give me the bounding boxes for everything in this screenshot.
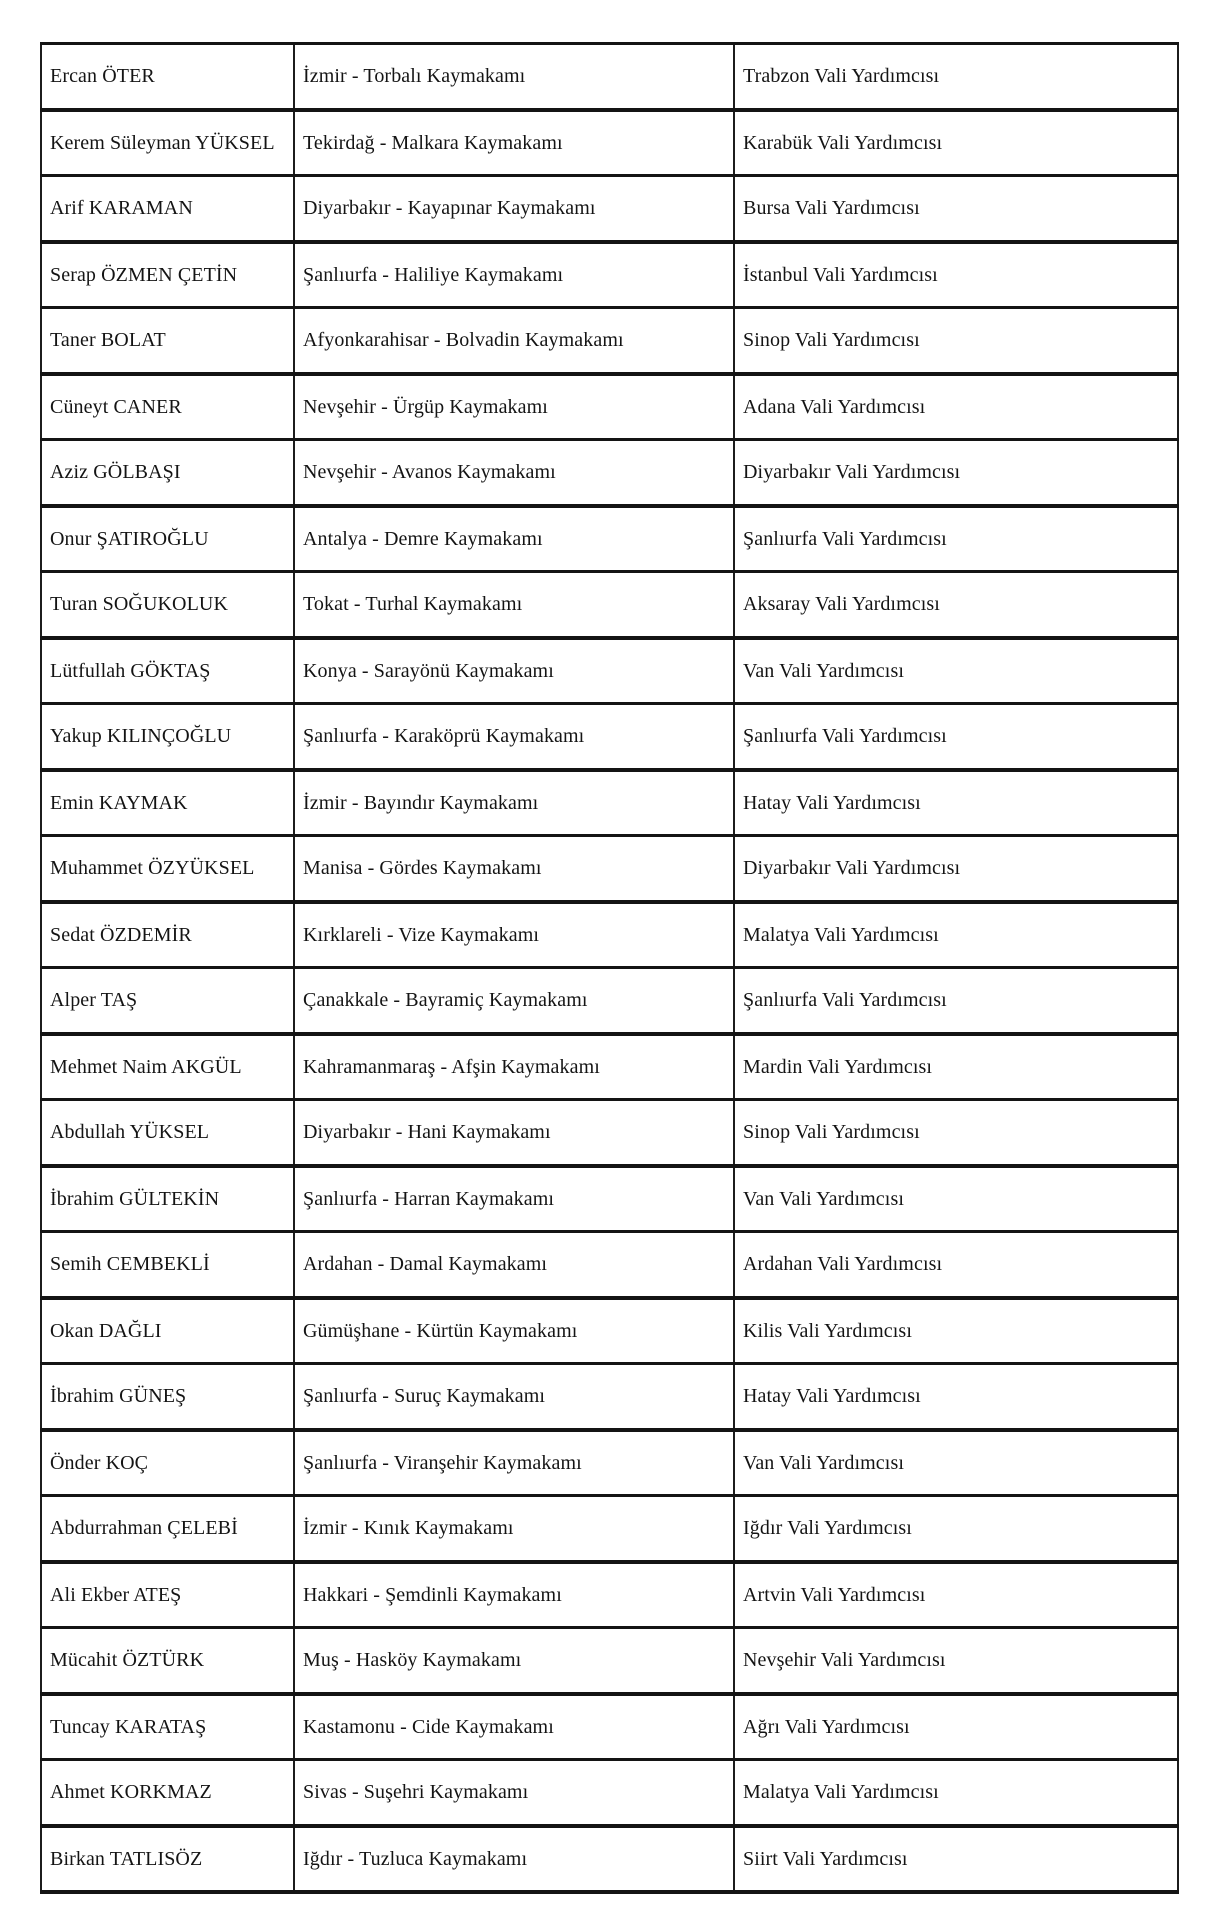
table-row [41, 1628, 1178, 1694]
appointee-name: Semih CEMBEKLİ [41, 1232, 294, 1298]
new-position: Trabzon Vali Yardımcısı [734, 44, 1178, 110]
table-row [41, 440, 1178, 506]
table-row [41, 968, 1178, 1034]
table-row [41, 44, 1178, 110]
current-position: Nevşehir - Ürgüp Kaymakamı [294, 374, 734, 440]
new-position: Siirt Vali Yardımcısı [734, 1826, 1178, 1892]
current-position: Şanlıurfa - Suruç Kaymakamı [294, 1364, 734, 1430]
table-row [41, 506, 1178, 572]
current-position: Tokat - Turhal Kaymakamı [294, 572, 734, 638]
new-position: Aksaray Vali Yardımcısı [734, 572, 1178, 638]
table-row [41, 1100, 1178, 1166]
table-row [41, 1034, 1178, 1100]
appointee-name: Aziz GÖLBAŞI [41, 440, 294, 506]
table-row [41, 1430, 1178, 1496]
current-position: Antalya - Demre Kaymakamı [294, 506, 734, 572]
new-position: Malatya Vali Yardımcısı [734, 1760, 1178, 1826]
current-position: Kahramanmaraş - Afşin Kaymakamı [294, 1034, 734, 1100]
new-position: Şanlıurfa Vali Yardımcısı [734, 506, 1178, 572]
new-position: Adana Vali Yardımcısı [734, 374, 1178, 440]
current-position: Diyarbakır - Kayapınar Kaymakamı [294, 176, 734, 242]
current-position: Gümüşhane - Kürtün Kaymakamı [294, 1298, 734, 1364]
new-position: Hatay Vali Yardımcısı [734, 1364, 1178, 1430]
table-row [41, 1298, 1178, 1364]
table-row [41, 770, 1178, 836]
new-position: Şanlıurfa Vali Yardımcısı [734, 968, 1178, 1034]
new-position: Malatya Vali Yardımcısı [734, 902, 1178, 968]
new-position: Nevşehir Vali Yardımcısı [734, 1628, 1178, 1694]
table-row [41, 572, 1178, 638]
current-position: Tekirdağ - Malkara Kaymakamı [294, 110, 734, 176]
new-position: Van Vali Yardımcısı [734, 1430, 1178, 1496]
current-position: Kastamonu - Cide Kaymakamı [294, 1694, 734, 1760]
appointee-name: Mücahit ÖZTÜRK [41, 1628, 294, 1694]
table-row [41, 176, 1178, 242]
current-position: Sivas - Suşehri Kaymakamı [294, 1760, 734, 1826]
current-position: Ardahan - Damal Kaymakamı [294, 1232, 734, 1298]
appointee-name: Önder KOÇ [41, 1430, 294, 1496]
current-position: Diyarbakır - Hani Kaymakamı [294, 1100, 734, 1166]
appointee-name: Turan SOĞUKOLUK [41, 572, 294, 638]
table-row [41, 1694, 1178, 1760]
current-position: Çanakkale - Bayramiç Kaymakamı [294, 968, 734, 1034]
appointee-name: Onur ŞATIROĞLU [41, 506, 294, 572]
current-position: Nevşehir - Avanos Kaymakamı [294, 440, 734, 506]
new-position: Karabük Vali Yardımcısı [734, 110, 1178, 176]
appointee-name: Arif KARAMAN [41, 176, 294, 242]
appointee-name: Abdullah YÜKSEL [41, 1100, 294, 1166]
new-position: Iğdır Vali Yardımcısı [734, 1496, 1178, 1562]
current-position: Muş - Hasköy Kaymakamı [294, 1628, 734, 1694]
current-position: Iğdır - Tuzluca Kaymakamı [294, 1826, 734, 1892]
new-position: İstanbul Vali Yardımcısı [734, 242, 1178, 308]
new-position: Ağrı Vali Yardımcısı [734, 1694, 1178, 1760]
table-row [41, 704, 1178, 770]
new-position: Ardahan Vali Yardımcısı [734, 1232, 1178, 1298]
appointee-name: Mehmet Naim AKGÜL [41, 1034, 294, 1100]
appointments-table-body [41, 44, 1178, 1892]
appointee-name: Abdurrahman ÇELEBİ [41, 1496, 294, 1562]
appointee-name: İbrahim GÜNEŞ [41, 1364, 294, 1430]
new-position: Kilis Vali Yardımcısı [734, 1298, 1178, 1364]
new-position: Van Vali Yardımcısı [734, 638, 1178, 704]
new-position: Artvin Vali Yardımcısı [734, 1562, 1178, 1628]
new-position: Sinop Vali Yardımcısı [734, 308, 1178, 374]
new-position: Diyarbakır Vali Yardımcısı [734, 836, 1178, 902]
appointee-name: Ali Ekber ATEŞ [41, 1562, 294, 1628]
appointee-name: Ahmet KORKMAZ [41, 1760, 294, 1826]
current-position: Konya - Sarayönü Kaymakamı [294, 638, 734, 704]
table-row [41, 1166, 1178, 1232]
table-row [41, 1826, 1178, 1892]
table-row [41, 902, 1178, 968]
appointee-name: Lütfullah GÖKTAŞ [41, 638, 294, 704]
table-row [41, 1364, 1178, 1430]
appointee-name: Kerem Süleyman YÜKSEL [41, 110, 294, 176]
table-row [41, 308, 1178, 374]
current-position: Kırklareli - Vize Kaymakamı [294, 902, 734, 968]
current-position: Manisa - Gördes Kaymakamı [294, 836, 734, 902]
appointee-name: Yakup KILINÇOĞLU [41, 704, 294, 770]
appointee-name: Okan DAĞLI [41, 1298, 294, 1364]
appointee-name: Taner BOLAT [41, 308, 294, 374]
appointee-name: Tuncay KARATAŞ [41, 1694, 294, 1760]
appointments-table [40, 42, 1179, 1894]
appointee-name: Cüneyt CANER [41, 374, 294, 440]
new-position: Mardin Vali Yardımcısı [734, 1034, 1178, 1100]
table-row [41, 1562, 1178, 1628]
current-position: İzmir - Bayındır Kaymakamı [294, 770, 734, 836]
table-row [41, 1496, 1178, 1562]
new-position: Şanlıurfa Vali Yardımcısı [734, 704, 1178, 770]
new-position: Sinop Vali Yardımcısı [734, 1100, 1178, 1166]
appointee-name: Alper TAŞ [41, 968, 294, 1034]
current-position: İzmir - Kınık Kaymakamı [294, 1496, 734, 1562]
table-row [41, 836, 1178, 902]
table-row [41, 110, 1178, 176]
current-position: Şanlıurfa - Viranşehir Kaymakamı [294, 1430, 734, 1496]
current-position: Afyonkarahisar - Bolvadin Kaymakamı [294, 308, 734, 374]
new-position: Diyarbakır Vali Yardımcısı [734, 440, 1178, 506]
table-row [41, 374, 1178, 440]
appointee-name: İbrahim GÜLTEKİN [41, 1166, 294, 1232]
current-position: İzmir - Torbalı Kaymakamı [294, 44, 734, 110]
appointee-name: Ercan ÖTER [41, 44, 294, 110]
current-position: Şanlıurfa - Harran Kaymakamı [294, 1166, 734, 1232]
appointee-name: Emin KAYMAK [41, 770, 294, 836]
table-row [41, 1760, 1178, 1826]
new-position: Hatay Vali Yardımcısı [734, 770, 1178, 836]
new-position: Van Vali Yardımcısı [734, 1166, 1178, 1232]
table-row [41, 1232, 1178, 1298]
current-position: Şanlıurfa - Haliliye Kaymakamı [294, 242, 734, 308]
table-row [41, 242, 1178, 308]
table-row [41, 638, 1178, 704]
appointee-name: Muhammet ÖZYÜKSEL [41, 836, 294, 902]
appointee-name: Birkan TATLISÖZ [41, 1826, 294, 1892]
new-position: Bursa Vali Yardımcısı [734, 176, 1178, 242]
appointee-name: Sedat ÖZDEMİR [41, 902, 294, 968]
current-position: Hakkari - Şemdinli Kaymakamı [294, 1562, 734, 1628]
appointee-name: Serap ÖZMEN ÇETİN [41, 242, 294, 308]
current-position: Şanlıurfa - Karaköprü Kaymakamı [294, 704, 734, 770]
